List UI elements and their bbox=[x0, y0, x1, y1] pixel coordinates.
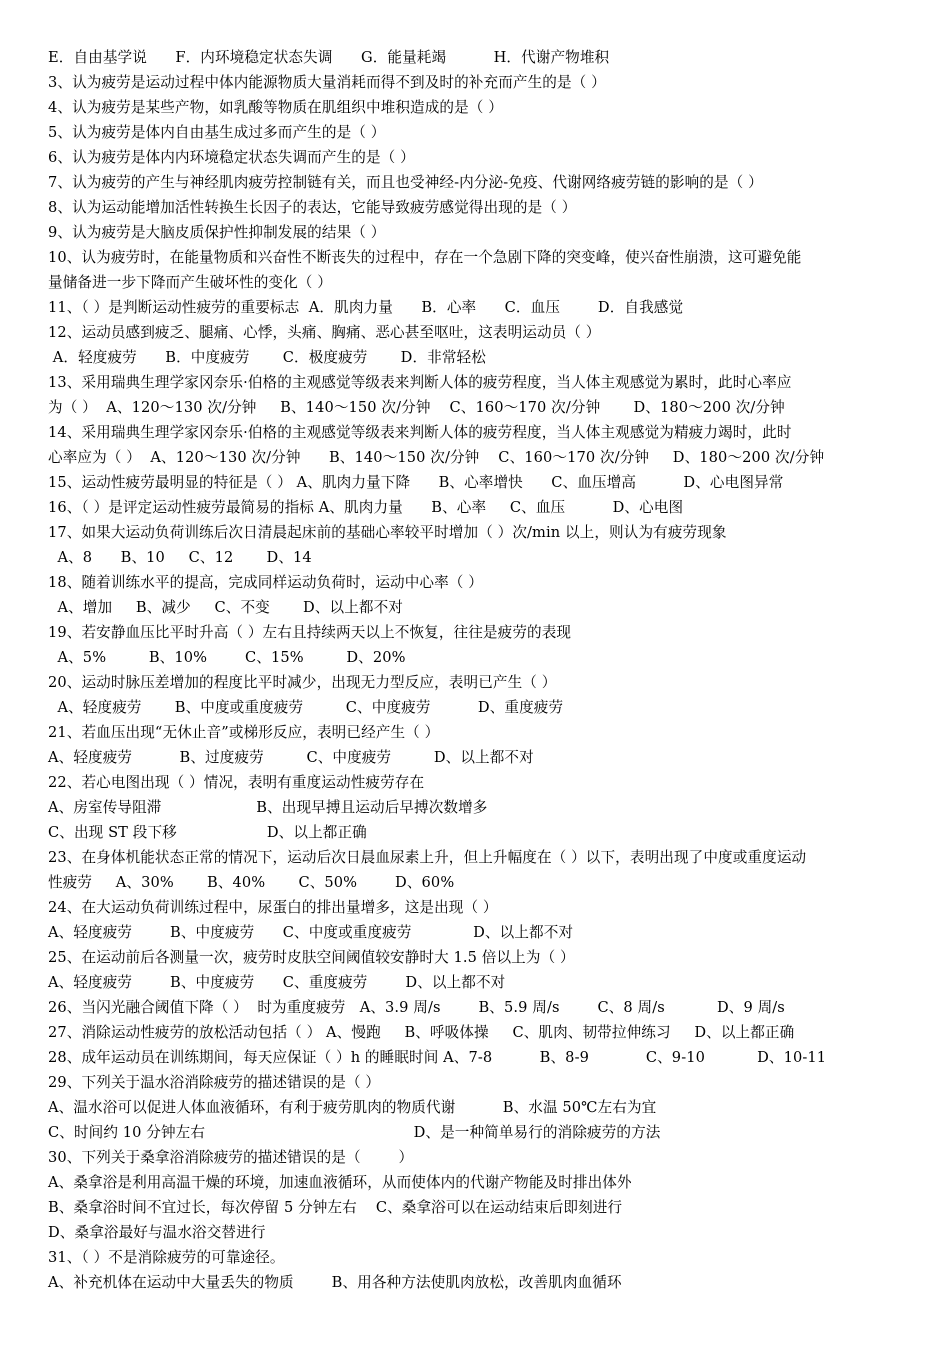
question-line: 5、认为疲劳是体内自由基生成过多而产生的是（ ） bbox=[48, 124, 386, 141]
question-line: 9、认为疲劳是大脑皮质保护性抑制发展的结果（ ） bbox=[48, 224, 386, 241]
question-line: 15、运动性疲劳最明显的特征是（ ） A、肌肉力量下降 B、心率增快 C、血压增高 D、心电图异常 bbox=[48, 474, 784, 491]
question-line: 16、（ ）是评定运动性疲劳最简易的指标 A、肌肉力量 B、心率 C、血压 D、心电图 bbox=[48, 499, 684, 516]
question-line: 心率应为（ ） A、120～130 次/分钟 B、140～150 次/分钟 C、160～170 次/分钟 D、180～200 次/分钟 bbox=[48, 449, 825, 466]
question-line: 13、采用瑞典生理学家冈奈乐·伯格的主观感觉等级表来判断人体的疲劳程度，当人体主观感觉为累时，此时心率应 bbox=[48, 374, 792, 391]
question-line: 为（ ） A、120～130 次/分钟 B、140～150 次/分钟 C、160～170 次/分钟 D、180～200 次/分钟 bbox=[48, 399, 785, 416]
option-line: A、8 B、10 C、12 D、14 bbox=[48, 549, 312, 566]
question-line: 24、在大运动负荷训练过程中，尿蛋白的排出量增多，这是出现（ ） bbox=[48, 899, 498, 916]
option-line: D、桑拿浴最好与温水浴交替进行 bbox=[48, 1224, 266, 1241]
question-line: 8、认为运动能增加活性转换生长因子的表达，它能导致疲劳感觉得出现的是（ ） bbox=[48, 199, 577, 216]
option-line: A、桑拿浴是利用高温干燥的环境，加速血液循环，从而使体内的代谢产物能及时排出体外 bbox=[48, 1174, 632, 1191]
question-line: 3、认为疲劳是运动过程中体内能源物质大量消耗而得不到及时的补充而产生的是（ ） bbox=[48, 74, 606, 91]
question-line: 23、在身体机能状态正常的情况下，运动后次日晨血尿素上升，但上升幅度在（ ）以下，表明出现了中度或重度运动 bbox=[48, 849, 807, 866]
question-line: 19、若安静血压比平时升高（ ）左右且持续两天以上不恢复，往往是疲劳的表现 bbox=[48, 624, 572, 641]
option-line: A、轻度疲劳 B、中度疲劳 C、中度或重度疲劳 D、以上都不对 bbox=[48, 924, 574, 941]
option-line: C、出现 ST 段下移 D、以上都正确 bbox=[48, 824, 367, 841]
option-line: A、补充机体在运动中大量丢失的物质 B、用各种方法使肌肉放松，改善肌肉血循环 bbox=[48, 1274, 622, 1291]
question-line: 7、认为疲劳的产生与神经肌肉疲劳控制链有关，而且也受神经-内分泌-免疫、代谢网络疲劳链的影响的是（ ） bbox=[48, 174, 763, 191]
question-line: 28、成年运动员在训练期间，每天应保证（ ）h 的睡眠时间 A、7-8 B、8-9 C、9-10 D、10-11 bbox=[48, 1049, 827, 1066]
question-line: 26、当闪光融合阈值下降（ ） 时为重度疲劳 A、3.9 周/s B、5.9 周/s C、8 周/s D、9 周/s bbox=[48, 999, 785, 1016]
question-line: 22、若心电图出现（ ）情况，表明有重度运动性疲劳存在 bbox=[48, 774, 425, 791]
question-line: 27、消除运动性疲劳的放松活动包括（ ） A、慢跑 B、呼吸体操 C、肌肉、韧带拉伸练习 D、以上都正确 bbox=[48, 1024, 795, 1041]
question-line: 29、下列关于温水浴消除疲劳的描述错误的是（ ） bbox=[48, 1074, 381, 1091]
option-line: A．轻度疲劳 B．中度疲劳 C．极度疲劳 D．非常轻松 bbox=[48, 349, 486, 366]
question-line: 4、认为疲劳是某些产物，如乳酸等物质在肌组织中堆积造成的是（ ） bbox=[48, 99, 503, 116]
option-line: A、增加 B、减少 C、不变 D、以上都不对 bbox=[48, 599, 403, 616]
question-line: 21、若血压出现“无休止音”或梯形反应，表明已经产生（ ） bbox=[48, 724, 440, 741]
question-line: 11、（ ）是判断运动性疲劳的重要标志 A．肌肉力量 B．心率 C．血压 D．自我感觉 bbox=[48, 299, 684, 316]
option-line: A、5% B、10% C、15% D、20% bbox=[48, 649, 406, 666]
option-line: A、房室传导阻滞 B、出现早搏且运动后早搏次数增多 bbox=[48, 799, 488, 816]
question-line: 17、如果大运动负荷训练后次日清晨起床前的基础心率较平时增加（ ）次/min 以上，则认为有疲劳现象 bbox=[48, 524, 727, 541]
option-line: C、时间约 10 分钟左右 D、是一种简单易行的消除疲劳的方法 bbox=[48, 1124, 661, 1141]
option-line: A、轻度疲劳 B、中度或重度疲劳 C、中度疲劳 D、重度疲劳 bbox=[48, 699, 564, 716]
question-line: 18、随着训练水平的提高，完成同样运动负荷时，运动中心率（ ） bbox=[48, 574, 483, 591]
option-line: A、温水浴可以促进人体血液循环，有利于疲劳肌肉的物质代谢 B、水温 50℃左右为宜 bbox=[48, 1099, 657, 1116]
question-line: 6、认为疲劳是体内内环境稳定状态失调而产生的是（ ） bbox=[48, 149, 415, 166]
question-line: 性疲劳 A、30% B、40% C、50% D、60% bbox=[48, 874, 455, 891]
option-line: E．自由基学说 F．内环境稳定状态失调 G．能量耗竭 H．代谢产物堆积 bbox=[48, 49, 610, 66]
question-line: 20、运动时脉压差增加的程度比平时减少，出现无力型反应，表明已产生（ ） bbox=[48, 674, 557, 691]
question-line: 31、（ ）不是消除疲劳的可靠途径。 bbox=[48, 1249, 285, 1266]
option-line: A、轻度疲劳 B、过度疲劳 C、中度疲劳 D、以上都不对 bbox=[48, 749, 534, 766]
question-line: 14、采用瑞典生理学家冈奈乐·伯格的主观感觉等级表来判断人体的疲劳程度，当人体主观感觉为精疲力竭时，此时 bbox=[48, 424, 792, 441]
question-line: 25、在运动前后各测量一次，疲劳时皮肤空间阈值较安静时大 1.5 倍以上为（ ） bbox=[48, 949, 575, 966]
question-line: 30、下列关于桑拿浴消除疲劳的描述错误的是（ ） bbox=[48, 1149, 414, 1166]
question-line: 12、运动员感到疲乏、腿痛、心悸，头痛、胸痛、恶心甚至呕吐，这表明运动员（ ） bbox=[48, 324, 601, 341]
option-line: B、桑拿浴时间不宜过长，每次停留 5 分钟左右 C、桑拿浴可以在运动结束后即刻进行 bbox=[48, 1199, 623, 1216]
question-line: 10、认为疲劳时，在能量物质和兴奋性不断丧失的过程中，存在一个急剧下降的突变峰，使兴奋性崩溃，这可避免能 bbox=[48, 249, 802, 266]
option-line: A、轻度疲劳 B、中度疲劳 C、重度疲劳 D、以上都不对 bbox=[48, 974, 506, 991]
question-line: 量储备进一步下降而产生破坏性的变化（ ） bbox=[48, 274, 332, 291]
